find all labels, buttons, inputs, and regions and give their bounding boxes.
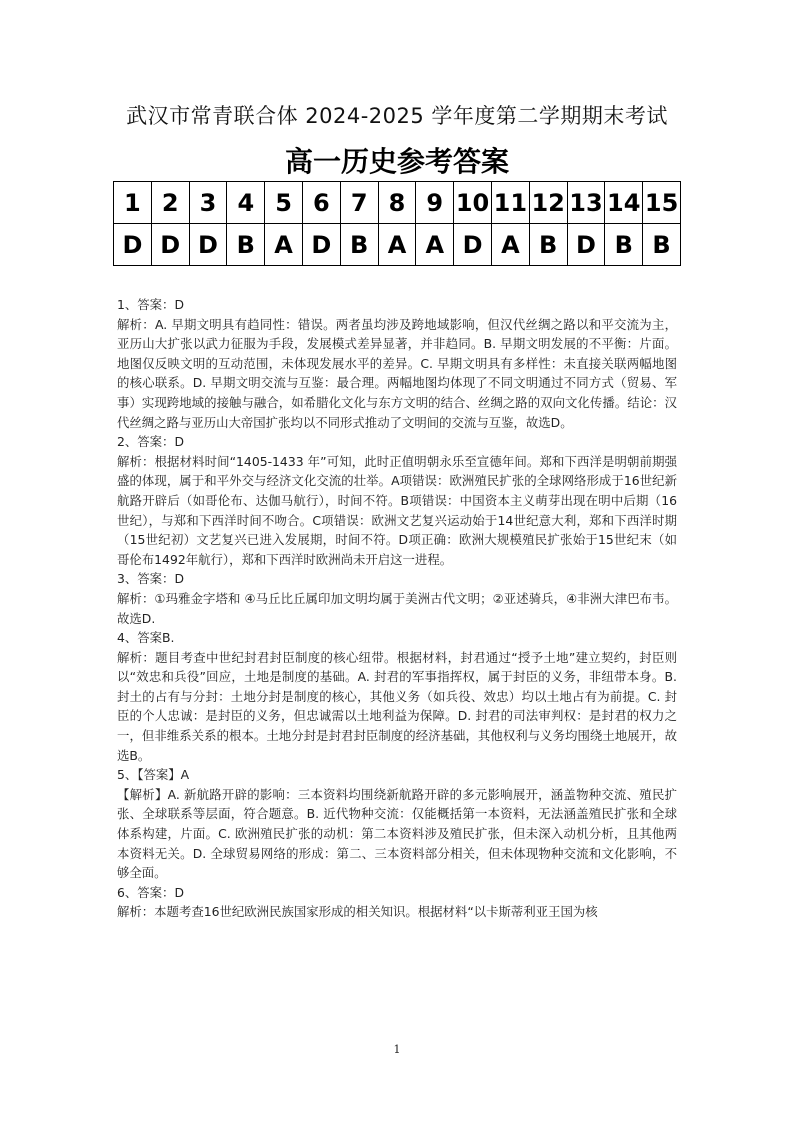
question-number-cell: 9 [416, 182, 454, 224]
explanation-paragraph: 解析：A. 早期文明具有趋同性：错误。两者虽均涉及跨地域影响，但汉代丝绸之路以和平交流为主，亚历山大扩张以武力征服为手段，发展模式差异显著，并非趋同。B. 早期文明发展的不平衡：片面。地图仅反映文明的互动范围，未体现发展水平的差异。C. 早期文明具有多样性：未直接关联两幅地图的核心联系。D. 早期文明交流与互鉴：最合理。两幅地图均体现了不同文明通过不同方式（贸易、军事）实现跨地域的接触与融合，如希腊化文化与东方文明的结合、丝绸之路的双向文化传播。结论：汉代丝绸之路与亚历山大帝国扩张均以不同形式推动了文明间的交流与互鉴，故选D。 [117, 316, 677, 430]
answer-key-table [113, 181, 681, 266]
question-number-cell: 6 [302, 182, 340, 224]
question-number-cell: 2 [151, 182, 189, 224]
answer-cell: D [151, 224, 189, 266]
question-number-cell: 8 [378, 182, 416, 224]
answer-cell: A [416, 224, 454, 266]
question-number-row [114, 182, 681, 224]
explanation-paragraph: 解析：本题考查16世纪欧洲民族国家形成的相关知识。根据材料“以卡斯蒂利亚王国为核 [117, 904, 598, 920]
answer-heading: 3、答案：D [117, 571, 184, 587]
question-number-cell: 14 [605, 182, 643, 224]
answer-cell: D [302, 224, 340, 266]
answer-heading: 4、答案B. [117, 630, 175, 646]
answer-heading: 5、【答案】A [117, 767, 190, 783]
question-number-cell: 3 [189, 182, 227, 224]
answer-cell: A [378, 224, 416, 266]
question-number-cell: 5 [265, 182, 303, 224]
answer-cell: B [605, 224, 643, 266]
question-number-cell: 15 [643, 182, 681, 224]
answer-cell: B [529, 224, 567, 266]
exam-title: 武汉市常青联合体 2024-2025 学年度第二学期期末考试 [126, 104, 668, 128]
document-title: 高一历史参考答案 [284, 145, 509, 178]
explanation-paragraph: 解析：根据材料时间“1405-1433 年”可知，此时正值明朝永乐至宣德年间。郑和下西洋是明朝前期强盛的体现，属于和平外交与经济文化交流的壮举。A项错误：欧洲殖民扩张的全球网络形成于16世纪新航路开辟后（如哥伦布、达伽马航行），时间不符。B项错误：中国资本主义萌芽出现在明中后期（16世纪），与郑和下西洋时间不吻合。C项错误：欧洲文艺复兴运动始于14世纪意大利，郑和下西洋时期（15世纪初）文艺复兴已进入发展期，时间不符。D项正确：欧洲大规模殖民扩张始于15世纪末（如哥伦布1492年航行），郑和下西洋时欧洲尚未开启这一进程。 [117, 453, 677, 567]
answer-cell: D [114, 224, 152, 266]
question-number-cell: 7 [340, 182, 378, 224]
question-number-cell: 12 [529, 182, 567, 224]
answer-cell: D [189, 224, 227, 266]
answer-cell: B [340, 224, 378, 266]
answer-cell: A [491, 224, 529, 266]
answer-heading: 2、答案：D [117, 434, 184, 450]
question-number-cell: 4 [227, 182, 265, 224]
answer-cell: D [454, 224, 492, 266]
explanation-paragraph: 解析：①玛雅金字塔和 ④马丘比丘属印加文明均属于美洲古代文明；②亚述骑兵，④非洲大津巴布韦。故选D. [117, 590, 677, 626]
question-number-cell: 13 [567, 182, 605, 224]
answer-cell: B [227, 224, 265, 266]
answer-cell: D [567, 224, 605, 266]
answer-heading: 6、答案：D [117, 884, 184, 900]
answer-cell: B [643, 224, 681, 266]
answer-explanations [117, 295, 677, 922]
question-number-cell: 11 [491, 182, 529, 224]
answer-cell: A [265, 224, 303, 266]
explanation-paragraph: 【解析】A. 新航路开辟的影响：三本资料均围绕新航路开辟的多元影响展开，涵盖物种交流、殖民扩张、全球联系等层面，符合题意。B. 近代物种交流：仅能概括第一本资料，无法涵盖殖民扩张和全球体系构建，片面。C. 欧洲殖民扩张的动机：第二本资料涉及殖民扩张，但未深入动机分析，且其他两本资料无关。D. 全球贸易网络的形成：第二、三本资料部分相关，但未体现物种交流和文化影响，不够全面。 [117, 786, 677, 881]
page-number: 1 [393, 1043, 401, 1056]
question-number-cell: 1 [114, 182, 152, 224]
answer-heading: 1、答案：D [117, 297, 184, 312]
answer-row [114, 224, 681, 266]
question-number-cell: 10 [454, 182, 492, 224]
explanation-paragraph: 解析：题目考查中世纪封君封臣制度的核心纽带。根据材料，封君通过“授予土地”建立契约，封臣则以“效忠和兵役”回应，土地是制度的基础。A. 封君的军事指挥权，属于封臣的义务，非纽带本身。B.封土的占有与分封：土地分封是制度的核心，其他义务（如兵役、效忠）均以土地占有为前提。C. 封臣的个人忠诚：是封臣的义务，但忠诚需以土地利益为保障。D. 封君的司法审判权：是封君的权力之一，但非维系关系的根本。土地分封是封君封臣制度的经济基础，其他权利与义务均围绕土地展开，故选B。 [117, 649, 677, 763]
